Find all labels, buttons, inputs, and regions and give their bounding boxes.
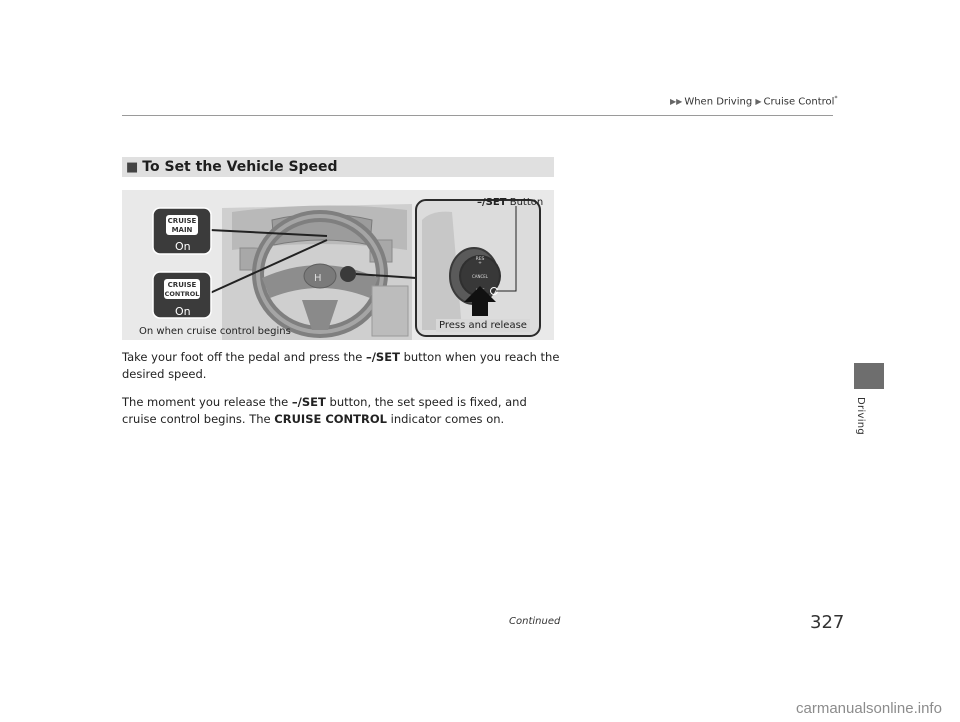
p2-set-button-ref: –/SET	[291, 395, 326, 409]
breadcrumb-level2[interactable]: Cruise Control	[763, 96, 835, 108]
switch-res-label: RES	[475, 257, 485, 262]
chapter-tab[interactable]	[854, 363, 884, 389]
cruise-control-figure	[122, 190, 554, 340]
header-rule	[122, 115, 833, 116]
indicator-control-line2: CONTROL	[164, 290, 200, 298]
section-marker-icon: ■	[126, 159, 139, 175]
section-title: To Set the Vehicle Speed	[142, 159, 338, 175]
p1-text-after: button when you reach the desired speed.	[122, 350, 560, 381]
watermark: carmanualsonline.info	[796, 700, 942, 717]
indicator-main-line1: CRUISE	[167, 217, 197, 225]
indicator-control-state: On	[175, 305, 191, 318]
indicator-main-state: On	[175, 240, 191, 253]
set-button-callout	[477, 197, 543, 208]
svg-text:+: +	[478, 261, 482, 266]
breadcrumb-asterisk: *	[834, 95, 838, 102]
p2-cruise-control-ref: CRUISE CONTROL	[274, 412, 387, 426]
chapter-tab-label: Driving	[855, 397, 866, 436]
breadcrumb-arrow-icon: ▶	[755, 97, 762, 107]
p1-text-before: Take your foot off the pedal and press the	[122, 350, 366, 364]
continued-label: Continued	[509, 616, 561, 627]
indicator-main-line2: MAIN	[171, 226, 193, 234]
p2-text-after: indicator comes on.	[386, 412, 505, 426]
indicator-control-line1: CRUISE	[167, 281, 197, 289]
breadcrumb	[670, 95, 837, 107]
breadcrumb-arrow-icon: ▶▶	[670, 97, 683, 107]
page-number: 327	[810, 612, 845, 633]
p1-set-button-ref: –/SET	[365, 350, 400, 364]
instruction-paragraph-2	[122, 394, 562, 428]
section-heading	[122, 157, 554, 177]
caption-press-release: Press and release	[436, 319, 530, 332]
p2-text-mid: button, the set speed is fixed, and cruise control begins. The	[122, 395, 527, 426]
switch-cancel-label: CANCEL	[471, 274, 489, 279]
instruction-paragraph-1	[122, 349, 562, 383]
caption-cruise-begins: On when cruise control begins	[139, 326, 291, 337]
breadcrumb-level1[interactable]: When Driving	[684, 96, 753, 108]
set-button-word: Button	[509, 197, 544, 208]
set-button-symbol: –/SET	[477, 197, 507, 208]
p2-text-before: The moment you release the	[122, 395, 292, 409]
svg-text:H: H	[314, 273, 322, 284]
